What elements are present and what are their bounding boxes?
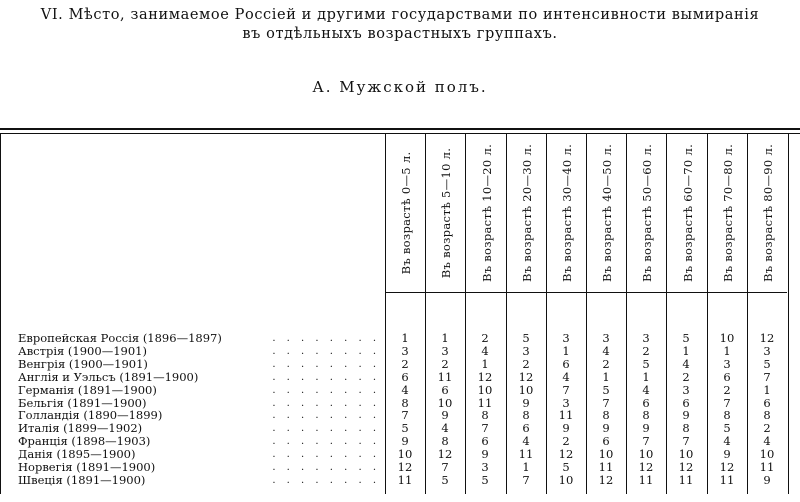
table-cell: 5 bbox=[763, 357, 771, 371]
table-cell: 3 bbox=[562, 331, 570, 345]
table-cell: 3 bbox=[723, 357, 731, 371]
row-country: Данія (1895—1900) bbox=[18, 447, 136, 461]
table-title bbox=[0, 6, 800, 44]
table-cell: 1 bbox=[723, 344, 731, 358]
table-cell: 11 bbox=[638, 473, 654, 487]
column-header bbox=[546, 134, 587, 292]
table-cell: 9 bbox=[723, 447, 731, 461]
column-header-label: Въ возрастѣ 70—80 л. bbox=[721, 143, 735, 283]
row-country: Норвегія (1891—1900) bbox=[18, 460, 156, 474]
table-cell: 11 bbox=[598, 460, 614, 474]
column-header-label: Въ возрастѣ 40—50 л. bbox=[600, 143, 614, 283]
table-cell: 5 bbox=[562, 460, 570, 474]
leader-dots: . . . . . . . . bbox=[272, 398, 380, 409]
table-cell: 4 bbox=[642, 383, 650, 397]
row-country: Швеція (1891—1900) bbox=[18, 473, 146, 487]
column-header bbox=[465, 134, 507, 292]
leader-dots: . . . . . . . . bbox=[272, 449, 380, 460]
table-cell: 6 bbox=[401, 370, 409, 384]
leader-dots: . . . . . . . . bbox=[272, 462, 380, 473]
table-cell: 9 bbox=[522, 396, 530, 410]
column-header-label: Въ возрастѣ 10—20 л. bbox=[479, 143, 494, 283]
table-cell: 3 bbox=[441, 344, 449, 358]
table-cell: 1 bbox=[441, 331, 449, 345]
column-header bbox=[425, 134, 466, 292]
table-cell: 1 bbox=[642, 370, 650, 384]
row-country: Венгрія (1900—1901) bbox=[18, 357, 148, 371]
table-cell: 3 bbox=[522, 344, 530, 358]
table-cell: 10 bbox=[638, 447, 654, 461]
table-cell: 10 bbox=[477, 383, 493, 397]
table-cell: 1 bbox=[401, 331, 409, 345]
table-cell: 9 bbox=[562, 421, 570, 435]
table-cell: 12 bbox=[437, 447, 453, 461]
table-cell: 4 bbox=[602, 344, 610, 358]
table-cell: 12 bbox=[598, 473, 614, 487]
table-cell: 1 bbox=[481, 357, 489, 371]
table-cell: 5 bbox=[642, 357, 650, 371]
table-cell: 8 bbox=[401, 396, 409, 410]
table-cell: 9 bbox=[682, 408, 690, 422]
table-cell: 12 bbox=[759, 331, 775, 345]
table-cell: 11 bbox=[477, 396, 493, 410]
table-cell: 5 bbox=[522, 331, 530, 345]
table-row bbox=[0, 474, 800, 487]
title-line-2: въ отдѣльныхъ возрастныхъ группахъ. bbox=[242, 26, 558, 42]
table-cell: 9 bbox=[763, 473, 771, 487]
table-cell: 12 bbox=[518, 370, 534, 384]
table-cell: 3 bbox=[682, 383, 690, 397]
table-cell: 7 bbox=[562, 383, 570, 397]
table-cell: 6 bbox=[522, 421, 530, 435]
table-cell: 4 bbox=[401, 383, 409, 397]
table-cell: 7 bbox=[602, 396, 610, 410]
table-cell: 11 bbox=[759, 460, 775, 474]
column-header bbox=[707, 134, 748, 292]
table-cell: 2 bbox=[562, 434, 570, 448]
table-cell: 4 bbox=[682, 357, 690, 371]
title-line-1: VI. Мѣсто, занимаемое Россіей и другими государствами по интенсивности вымиранія bbox=[40, 7, 760, 23]
table-cell: 5 bbox=[441, 473, 449, 487]
section-subtitle: А. Мужской полъ. bbox=[312, 78, 488, 96]
row-country: Голландія (1890—1899) bbox=[18, 408, 163, 422]
leader-dots: . . . . . . . . bbox=[272, 346, 380, 357]
table-cell: 1 bbox=[763, 383, 771, 397]
table-cell: 2 bbox=[723, 383, 731, 397]
table-cell: 1 bbox=[562, 344, 570, 358]
table-cell: 8 bbox=[481, 408, 489, 422]
column-header bbox=[506, 134, 547, 292]
column-header-label: Въ возрастѣ 80—90 л. bbox=[761, 143, 775, 283]
column-header bbox=[586, 134, 627, 292]
column-header-label: Въ возрастѣ 5—10 л. bbox=[439, 147, 453, 279]
table-cell: 4 bbox=[723, 434, 731, 448]
table-cell: 2 bbox=[602, 357, 610, 371]
table-cell: 5 bbox=[401, 421, 409, 435]
table-cell: 6 bbox=[723, 370, 731, 384]
table-cell: 12 bbox=[638, 460, 654, 474]
table-cell: 6 bbox=[441, 383, 449, 397]
table-cell: 7 bbox=[723, 396, 731, 410]
table-cell: 9 bbox=[602, 421, 610, 435]
table-cell: 6 bbox=[562, 357, 570, 371]
table-cell: 8 bbox=[441, 434, 449, 448]
table-cell: 11 bbox=[437, 370, 453, 384]
table-cell: 10 bbox=[759, 447, 775, 461]
column-header-label: Въ возрастѣ 30—40 л. bbox=[560, 143, 574, 283]
table-cell: 5 bbox=[682, 331, 690, 345]
table-cell: 2 bbox=[401, 357, 409, 371]
table-cell: 3 bbox=[763, 344, 771, 358]
table-cell: 6 bbox=[602, 434, 610, 448]
row-country: Франція (1898—1903) bbox=[18, 434, 151, 448]
table-cell: 10 bbox=[678, 447, 694, 461]
table-cell: 7 bbox=[682, 434, 690, 448]
table-cell: 7 bbox=[481, 421, 489, 435]
table-cell: 7 bbox=[763, 370, 771, 384]
table-cell: 9 bbox=[481, 447, 489, 461]
table-cell: 10 bbox=[397, 447, 413, 461]
table-cell: 12 bbox=[678, 460, 694, 474]
table-cell: 7 bbox=[401, 408, 409, 422]
table-cell: 4 bbox=[522, 434, 530, 448]
table-cell: 2 bbox=[481, 331, 489, 345]
table-cell: 4 bbox=[441, 421, 449, 435]
table-cell: 3 bbox=[401, 344, 409, 358]
table-cell: 5 bbox=[723, 421, 731, 435]
table-cell: 8 bbox=[602, 408, 610, 422]
row-country: Бельгія (1891—1900) bbox=[18, 396, 147, 410]
leader-dots: . . . . . . . . bbox=[272, 475, 380, 486]
table-cell: 2 bbox=[642, 344, 650, 358]
table-cell: 3 bbox=[562, 396, 570, 410]
column-header-label: Въ возрастѣ 20—30 л. bbox=[520, 143, 534, 283]
table-cell: 6 bbox=[763, 396, 771, 410]
table-cell: 7 bbox=[441, 460, 449, 474]
leader-dots: . . . . . . . . bbox=[272, 423, 380, 434]
table-cell: 3 bbox=[642, 331, 650, 345]
table-cell: 8 bbox=[522, 408, 530, 422]
column-header bbox=[666, 134, 708, 292]
table-cell: 12 bbox=[477, 370, 493, 384]
table-cell: 12 bbox=[558, 447, 574, 461]
table-cell: 8 bbox=[763, 408, 771, 422]
table-cell: 12 bbox=[719, 460, 735, 474]
table-cell: 4 bbox=[481, 344, 489, 358]
column-header-label: Въ возрастѣ 0—5 л. bbox=[399, 151, 413, 275]
row-country: Европейская Россія (1896—1897) bbox=[18, 331, 222, 345]
table-cell: 6 bbox=[481, 434, 489, 448]
column-header-label: Въ возрастѣ 50—60 л. bbox=[640, 143, 654, 283]
table-cell: 12 bbox=[397, 460, 413, 474]
row-country: Австрія (1900—1901) bbox=[18, 344, 147, 358]
leader-dots: . . . . . . . . bbox=[272, 436, 380, 447]
table-cell: 10 bbox=[598, 447, 614, 461]
table-cell: 7 bbox=[642, 434, 650, 448]
table-cell: 6 bbox=[642, 396, 650, 410]
table-cell: 10 bbox=[558, 473, 574, 487]
table-cell: 4 bbox=[562, 370, 570, 384]
row-country: Германія (1891—1900) bbox=[18, 383, 157, 397]
row-country: Англія и Уэльсъ (1891—1900) bbox=[18, 370, 199, 384]
column-header bbox=[747, 134, 789, 292]
table-cell: 11 bbox=[678, 473, 694, 487]
table-cell: 11 bbox=[518, 447, 534, 461]
table-cell: 8 bbox=[682, 421, 690, 435]
table-cell: 3 bbox=[602, 331, 610, 345]
table-cell: 1 bbox=[682, 344, 690, 358]
leader-dots: . . . . . . . . bbox=[272, 359, 380, 370]
table-cell: 9 bbox=[441, 408, 449, 422]
table-cell: 9 bbox=[642, 421, 650, 435]
column-header bbox=[385, 134, 426, 292]
table-cell: 11 bbox=[558, 408, 574, 422]
column-header bbox=[626, 134, 667, 292]
leader-dots: . . . . . . . . bbox=[272, 385, 380, 396]
table-cell: 11 bbox=[719, 473, 735, 487]
table-cell: 2 bbox=[441, 357, 449, 371]
table-cell: 8 bbox=[723, 408, 731, 422]
table-cell: 4 bbox=[763, 434, 771, 448]
leader-dots: . . . . . . . . bbox=[272, 410, 380, 421]
leader-dots: . . . . . . . . bbox=[272, 333, 380, 344]
table-cell: 2 bbox=[682, 370, 690, 384]
table-cell: 7 bbox=[522, 473, 530, 487]
column-header-label: Въ возрастѣ 60—70 л. bbox=[680, 143, 695, 283]
table-cell: 8 bbox=[642, 408, 650, 422]
row-country: Италія (1899—1902) bbox=[18, 421, 143, 435]
table-cell: 6 bbox=[682, 396, 690, 410]
table-cell: 1 bbox=[602, 370, 610, 384]
table-cell: 10 bbox=[719, 331, 735, 345]
table-cell: 10 bbox=[518, 383, 534, 397]
table-cell: 1 bbox=[522, 460, 530, 474]
table-cell: 5 bbox=[481, 473, 489, 487]
table-cell: 9 bbox=[401, 434, 409, 448]
table-cell: 3 bbox=[481, 460, 489, 474]
table-cell: 11 bbox=[397, 473, 413, 487]
table-cell: 2 bbox=[522, 357, 530, 371]
table-cell: 2 bbox=[763, 421, 771, 435]
table-cell: 5 bbox=[602, 383, 610, 397]
leader-dots: . . . . . . . . bbox=[272, 372, 380, 383]
table-cell: 10 bbox=[437, 396, 453, 410]
